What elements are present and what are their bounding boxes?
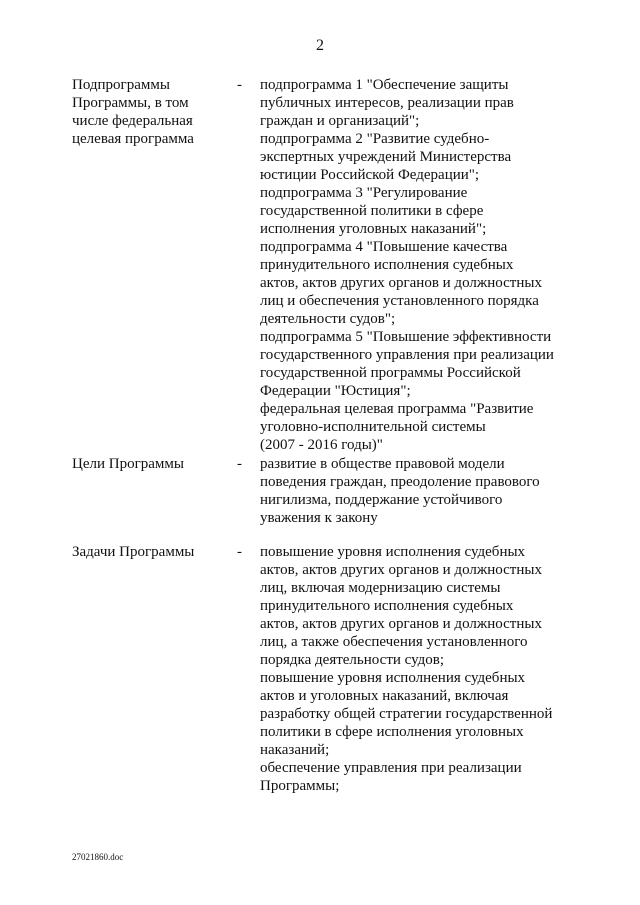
content-line: актов, актов других органов и должностных <box>260 562 542 578</box>
content-line: подпрограмма 1 "Обеспечение защиты <box>260 77 509 93</box>
content-line: наказаний; <box>260 742 330 758</box>
section-label <box>72 76 232 148</box>
content-line: экспертных учреждений Министерства <box>260 149 512 165</box>
content-line: принудительного исполнения судебных <box>260 257 514 273</box>
content-line: лиц и обеспечения установленного порядка <box>260 293 539 309</box>
label-line: Задачи Программы <box>72 544 195 560</box>
label-line: Программы, в том <box>72 95 189 111</box>
content-line: уголовно-исполнительной системы <box>260 419 486 435</box>
label-line: числе федеральная <box>72 113 193 129</box>
content-line: публичных интересов, реализации прав <box>260 95 514 111</box>
content-line: деятельности судов"; <box>260 311 396 327</box>
content-line: повышение уровня исполнения судебных <box>260 670 526 686</box>
content-line: Программы; <box>260 778 340 794</box>
content-line: государственной политики в сфере <box>260 203 484 219</box>
content-line: (2007 - 2016 годы)" <box>260 437 383 453</box>
content-line: подпрограмма 2 "Развитие судебно- <box>260 131 490 147</box>
content-line: уважения к закону <box>260 510 378 526</box>
section-content <box>260 543 600 795</box>
dash-separator: - <box>237 77 242 93</box>
content-line: порядка деятельности судов; <box>260 652 445 668</box>
content-line: обеспечение управления при реализации <box>260 760 522 776</box>
content-line: государственного управления при реализации <box>260 347 554 363</box>
content-line: нигилизма, поддержание устойчивого <box>260 492 503 508</box>
document-filename: 27021860.doc <box>72 852 124 862</box>
label-line: Подпрограммы <box>72 77 170 93</box>
content-line: политики в сфере исполнения уголовных <box>260 724 524 740</box>
content-line: актов и уголовных наказаний, включая <box>260 688 509 704</box>
content-line: Федерации "Юстиция"; <box>260 383 411 399</box>
content-line: развитие в обществе правовой модели <box>260 456 505 472</box>
content-line: государственной программы Российской <box>260 365 521 381</box>
content-line: принудительного исполнения судебных <box>260 598 514 614</box>
content-line: граждан и организаций"; <box>260 113 420 129</box>
content-line: актов, актов других органов и должностных <box>260 275 542 291</box>
content-line: исполнения уголовных наказаний"; <box>260 221 487 237</box>
content-line: подпрограмма 3 "Регулирование <box>260 185 468 201</box>
content-line: подпрограмма 5 "Повышение эффективности <box>260 329 552 345</box>
dash-separator: - <box>237 544 242 560</box>
content-line: актов, актов других органов и должностных <box>260 616 542 632</box>
label-line: Цели Программы <box>72 456 184 472</box>
section-label <box>72 543 232 561</box>
content-line: лиц, а также обеспечения установленного <box>260 634 528 650</box>
section-content <box>260 76 600 454</box>
content-line: повышение уровня исполнения судебных <box>260 544 526 560</box>
content-line: федеральная целевая программа "Развитие <box>260 401 534 417</box>
content-line: подпрограмма 4 "Повышение качества <box>260 239 508 255</box>
content-line: разработку общей стратегии государственной <box>260 706 553 722</box>
page-number: 2 <box>316 37 324 54</box>
content-line: юстиции Российской Федерации"; <box>260 167 480 183</box>
section-label <box>72 455 232 473</box>
section-content <box>260 455 600 527</box>
content-line: поведения граждан, преодоление правового <box>260 474 540 490</box>
content-line: лиц, включая модернизацию системы <box>260 580 501 596</box>
label-line: целевая программа <box>72 131 194 147</box>
dash-separator: - <box>237 456 242 472</box>
